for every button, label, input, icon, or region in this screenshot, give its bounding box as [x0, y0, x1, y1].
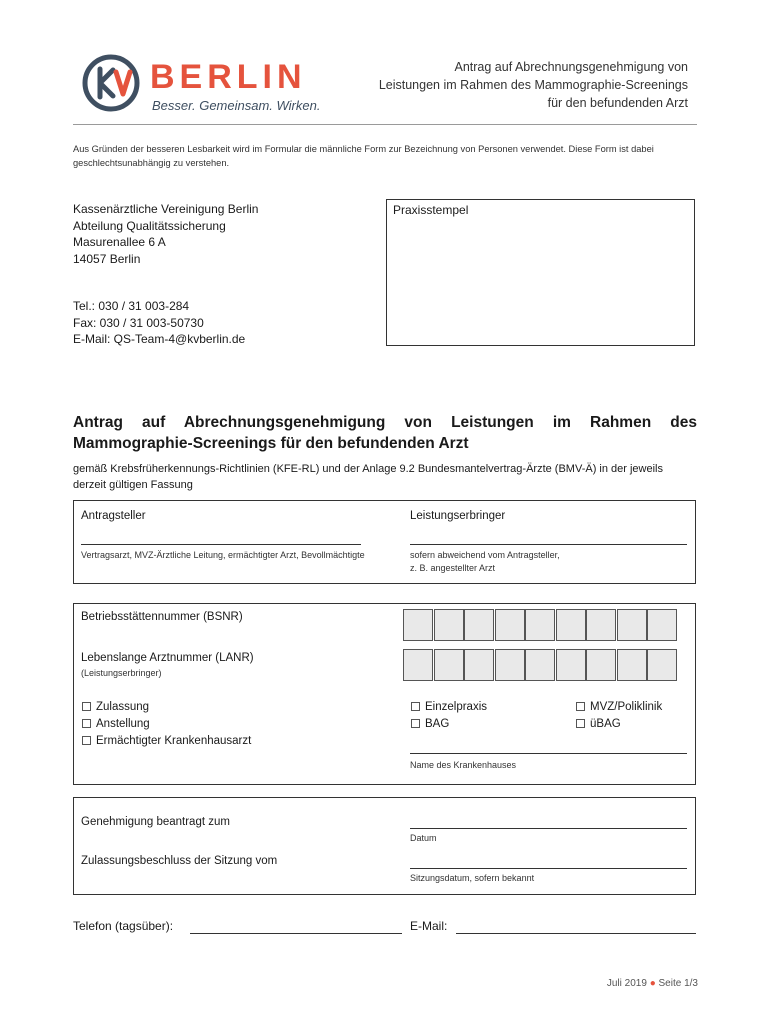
address-line: Abteilung Qualitätssicherung [73, 218, 226, 233]
session-date-line[interactable] [410, 868, 687, 869]
kv-logo-icon [80, 52, 142, 114]
address-line: 14057 Berlin [73, 251, 141, 266]
page-footer [607, 978, 698, 989]
checkbox-icon[interactable] [82, 719, 91, 728]
applicant-label: Antragsteller [81, 510, 146, 522]
bsnr-digit[interactable] [495, 609, 525, 641]
fax-line: Fax: 030 / 31 003-50730 [73, 315, 204, 330]
bsnr-digit[interactable] [556, 609, 586, 641]
brand-slogan: Besser. Gemeinsam. Wirken. [152, 98, 321, 113]
checkbox-icon[interactable] [82, 736, 91, 745]
checkbox-label: Zulassung [96, 700, 150, 713]
practice-stamp-label: Praxisstempel [393, 203, 469, 217]
lanr-hint: (Leistungserbringer) [81, 668, 162, 678]
lanr-digit[interactable] [434, 649, 464, 681]
bsnr-digit[interactable] [586, 609, 616, 641]
recipient-address [73, 201, 258, 267]
status-checkboxes [82, 698, 251, 749]
checkbox-label: üBAG [590, 717, 621, 730]
bsnr-digit[interactable] [403, 609, 433, 641]
footer-date: Juli 2019 [606, 978, 647, 989]
requested-date-label: Genehmigung beantragt zum [81, 816, 230, 828]
applicant-input-line[interactable] [81, 544, 361, 545]
provider-hint-line: sofern abweichend vom Antragsteller, [410, 550, 560, 560]
address-line: Kassenärztliche Vereinigung Berlin [73, 202, 259, 216]
checkbox-icon[interactable] [576, 702, 585, 711]
header-title [308, 58, 688, 112]
lanr-digit[interactable] [403, 649, 433, 681]
email-label: E-Mail: [410, 919, 448, 933]
footer-page: Seite 1/3 [658, 978, 698, 989]
checkbox-anstellung[interactable] [82, 715, 251, 732]
lanr-digit[interactable] [586, 649, 616, 681]
practice-stamp-box[interactable] [386, 199, 695, 346]
date-hint: Datum [410, 833, 437, 843]
bsnr-digit[interactable] [434, 609, 464, 641]
gender-note: Aus Gründen der besseren Lesbarkeit wird im Formular die männliche Form zur Bezeichnung von Personen verwendet. Diese Form ist dabei geschlechtsunabhängig zu verstehen. [73, 144, 654, 168]
bsnr-digit[interactable] [464, 609, 494, 641]
practice-section [73, 603, 696, 785]
lanr-digit[interactable] [464, 649, 494, 681]
phone-label: Telefon (tagsüber): [73, 919, 174, 933]
checkbox-label: Anstellung [96, 717, 150, 730]
checkbox-icon[interactable] [411, 702, 420, 711]
session-label: Zulassungsbeschluss der Sitzung vom [81, 855, 278, 867]
provider-hint [410, 549, 560, 575]
checkbox-label: BAG [425, 717, 450, 730]
email-input-line[interactable] [456, 933, 696, 934]
form-title: Antrag auf Abrechnungsgenehmigung von Leistungen im Rahmen des Mammographie-Screenings für den befundenden Arzt [73, 414, 697, 452]
checkbox-label: MVZ/Poliklinik [590, 700, 663, 713]
lanr-digit[interactable] [495, 649, 525, 681]
bsnr-digit[interactable] [647, 609, 677, 641]
checkbox-mvz[interactable] [576, 698, 662, 715]
form-subtitle: gemäß Krebsfrüherkennungs-Richtlinien (KFE-RL) und der Anlage 9.2 Bundesmantelvertrag-Ärzte (BMV-Ä) in der jeweils derzeit gültigen Fassung [73, 463, 663, 491]
provider-input-line[interactable] [410, 544, 687, 545]
requested-date-line[interactable] [410, 828, 687, 829]
checkbox-label: Ermächtigter Krankenhausarzt [96, 734, 252, 747]
lanr-label: Lebenslange Arztnummer (LANR) [81, 652, 254, 664]
bsnr-digit[interactable] [617, 609, 647, 641]
bsnr-input[interactable] [403, 609, 678, 641]
checkbox-zulassung[interactable] [82, 698, 251, 715]
contact-info [73, 298, 245, 348]
hospital-name-hint: Name des Krankenhauses [410, 760, 517, 770]
header-divider [73, 124, 697, 125]
bullet-icon: ● [649, 978, 656, 989]
brand-word: BERLIN [150, 58, 307, 96]
bsnr-label: Betriebsstättennummer (BSNR) [81, 611, 243, 623]
bsnr-digit[interactable] [525, 609, 555, 641]
kv-berlin-logo [80, 52, 320, 114]
applicant-section [73, 500, 696, 584]
session-hint: Sitzungsdatum, sofern bekannt [410, 873, 535, 883]
applicant-hint: Vertragsarzt, MVZ-Ärztliche Leitung, ermächtigter Arzt, Bevollmächtigte [81, 550, 365, 560]
provider-label: Leistungserbringer [410, 510, 506, 522]
email-line: E-Mail: QS-Team-4@kvberlin.de [73, 332, 246, 346]
practice-type-checkboxes-2 [576, 698, 662, 732]
address-line: Masurenallee 6 A [73, 235, 166, 249]
header-title-line: Antrag auf Abrechnungsgenehmigung von [454, 60, 688, 74]
lanr-digit[interactable] [525, 649, 555, 681]
checkbox-icon[interactable] [576, 719, 585, 728]
checkbox-bag[interactable] [411, 715, 487, 732]
header-title-line: für den befundenden Arzt [547, 96, 688, 110]
practice-type-checkboxes [411, 698, 487, 732]
checkbox-label: Einzelpraxis [425, 700, 487, 713]
checkbox-icon[interactable] [82, 702, 91, 711]
header-title-line: Leistungen im Rahmen des Mammographie-Screenings [378, 78, 688, 92]
checkbox-ubag[interactable] [576, 715, 662, 732]
lanr-digit[interactable] [647, 649, 677, 681]
phone-line: Tel.: 030 / 31 003-284 [73, 299, 190, 313]
lanr-digit[interactable] [617, 649, 647, 681]
provider-hint-line: z. B. angestellter Arzt [410, 563, 496, 573]
approval-section [73, 797, 696, 895]
hospital-name-line[interactable] [410, 753, 687, 754]
checkbox-hospital-doctor[interactable] [82, 732, 251, 749]
lanr-digit[interactable] [556, 649, 586, 681]
phone-input-line[interactable] [190, 933, 402, 934]
lanr-input[interactable] [403, 649, 678, 681]
checkbox-einzelpraxis[interactable] [411, 698, 487, 715]
checkbox-icon[interactable] [411, 719, 420, 728]
